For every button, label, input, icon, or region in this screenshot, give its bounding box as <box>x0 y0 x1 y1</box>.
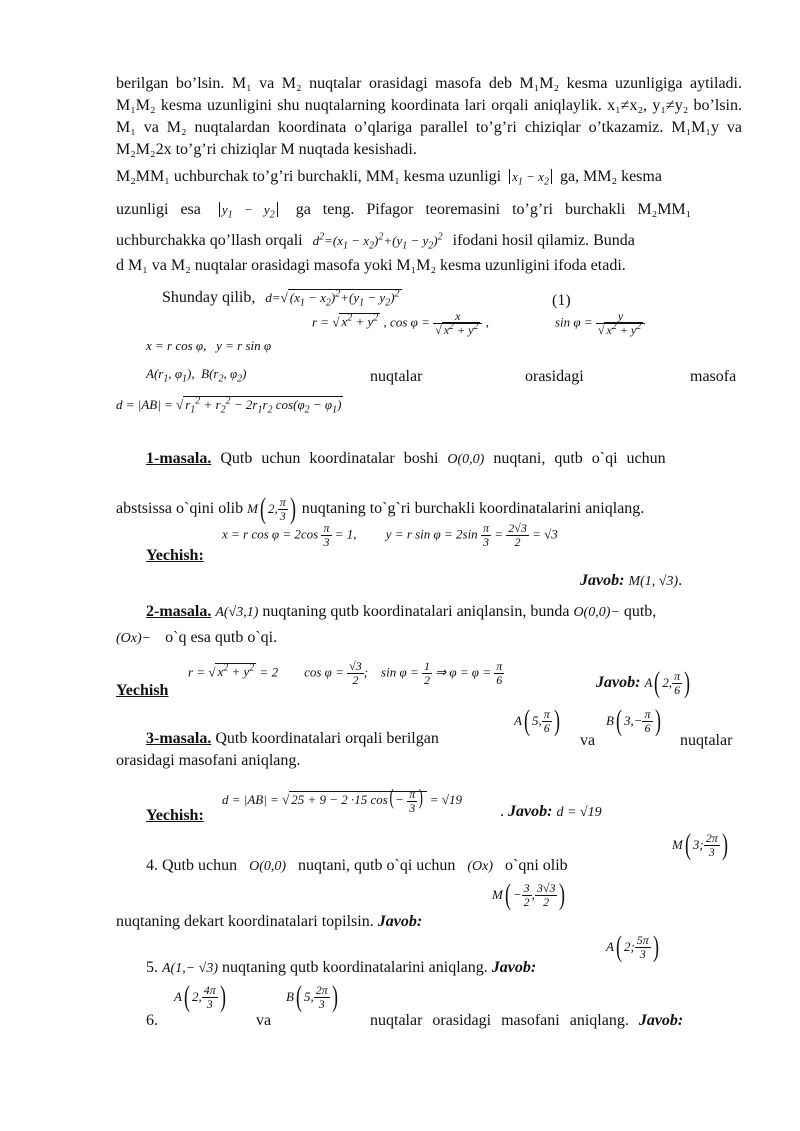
problem-3-line-b: orasidagi masofani aniqlang. <box>116 752 301 769</box>
formula-polar-distance: d = |AB| = √ $r_1^2 + r_2^2 - 2r_1r_2$ $\cos(\varphi_2 - \varphi_1)$ <box>116 395 342 416</box>
word-nuqtalar: nuqtalar <box>370 368 423 385</box>
word-orasidagi: orasidagi <box>525 368 584 385</box>
word-masofa: masofa <box>690 368 737 385</box>
line-pythagoras: uchburchakka qo’llash orqali $d^2=(x_1 - x_2)^2+(y_1 - y_2)^2$ ifodani hosil qilamiz. Bunda <box>116 231 635 252</box>
problem-6-num: 6. <box>146 1012 158 1029</box>
formula-abs-y: $y_1 - y_2$ <box>219 202 278 217</box>
problem-5: 5. A(1,− √3) nuqtaning qutb koordinatalarini aniqlang. Javob: <box>146 959 537 976</box>
problem-6-text: nuqtalar orasidagi masofani aniqlang. Javob: <box>370 1012 684 1029</box>
formula-solution-2: r = √ $x^2 + y^2 = 2$ cos φ = $\frac{√3}{2}$ ; sin φ = $\frac{1}{2}$ ⇒ φ = φ = $\frac{\pi}{6}$ <box>188 659 503 687</box>
formula-point-a3: A ( 5, $\frac{\pi}{6}$ ) <box>514 704 560 737</box>
answer-2: Javob: A ( 2, $\frac{\pi}{6}$ ) <box>596 666 691 699</box>
problem-1-title: 1-masala. <box>146 450 212 467</box>
answer-3: . Javob: d = √19 <box>500 803 602 820</box>
solution-2-label: Yechish <box>116 682 169 699</box>
formula-origin-4: O(0,0) <box>249 859 287 874</box>
formula-point-b3: B ( 3,− $\frac{\pi}{6}$ ) <box>606 704 661 737</box>
formula-abs-x: $x_1 - x_2$ <box>509 169 552 184</box>
problem-3-line-a: 3-masala. Qutb koordinatalari orqali berilgan <box>146 730 439 747</box>
answer-1-value: M(1, √3) <box>628 574 679 589</box>
problem-3-va: va <box>580 732 596 749</box>
answer-5-value: A ( 2; $\frac{5\pi}{3}$ ) <box>606 930 659 963</box>
formula-distance: d=√ $(x_1 - x_2)^2+(y_1 - y_2)^2$ <box>265 288 400 309</box>
problem-4-line-b: nuqtaning dekart koordinatalari topilsin. Javob: <box>116 913 423 930</box>
problem-1-line-a: 1-masala. Qutb uchun koordinatalar boshi O(0,0) nuqtani, qutb o`qi uchun <box>146 450 666 467</box>
problem-3-title: 3-masala. <box>146 730 212 747</box>
formula-point-m4: M ( 3; $\frac{2\pi}{3}$ ) <box>672 828 728 861</box>
problem-1-line-b: abstsissa o`qini olib M ( 2, $\frac{\pi}{3}$ ) nuqtaning to`g`ri burchakli koordinatalarini aniqlang. <box>116 492 645 525</box>
answer-3-value: d = √19 <box>556 805 602 820</box>
formula-r-cos: r = √ $x^2 + y^2$ , cos φ = $\frac{x}{√ x^2 + y^2}$ , <box>312 309 489 337</box>
formula-point-a5: A(1,− √3) <box>162 961 219 976</box>
formula-point-b6: B ( 5, $\frac{2\pi}{3}$ ) <box>286 980 338 1013</box>
problem-3-end: nuqtalar <box>680 732 733 749</box>
solution-3-label: Yechish: <box>146 807 204 824</box>
line-mm1: M₂MM₁ uchburchak to’g’ri burchakli, MM₁ kesma uzunligi $x_1 - x_2$ ga, MM₂ kesma <box>116 168 662 188</box>
formula-points-ab: $A(r_1$, $\varphi_1$), $B(r_2$, $\varphi_2$) <box>146 366 247 385</box>
formula-solution-1: x = r cos φ = 2cos $\frac{\pi}{3}$ = 1, y = r sin φ = 2sin $\frac{\pi}{3}$ = $\frac{2√3}{2}$ = √3 <box>222 521 558 549</box>
intro-text: berilgan bo’lsin. M₁ va M₂ nuqtalar orasidagi masofa deb M₁M₂ kesma uzunligiga aytiladi. M₁M₂ kesma uzunligini shu nuqtalarning koordinata lari orqali aniqlaylik. x₁≠x₂, y₁≠y₂ bo’lsin. M₁ va M₂ nuqtalardan koordinata o’qlariga parallel to’g’ri chiziqlar o’tkazamiz. M₁M₁y va M₂M₂2x to’g’ri chiziqlar M nuqtada kesishadi. <box>116 75 742 158</box>
paragraph-intro <box>116 73 742 161</box>
formula-ox-4: (Ox) <box>467 859 494 874</box>
formula-point-a6: A ( 2, $\frac{4\pi}{3}$ ) <box>174 980 226 1013</box>
formula-polar-xy: x = r cos φ, y = r sin φ <box>146 338 272 353</box>
formula-ox: (Ox)− <box>116 631 152 646</box>
problem-6-va: va <box>256 1012 272 1029</box>
answer-2-value: A ( 2, $\frac{\pi}{6}$ ) <box>644 666 691 699</box>
formula-d-squared: $d^2=(x_1 - x_2)^2+(y_1 - y_2)^2$ <box>312 231 443 252</box>
solution-1-label: Yechish: <box>146 547 204 564</box>
problem-2-title: 2-masala. <box>146 603 212 620</box>
formula-sin: sin φ = $\frac{y}{√ x^2 + y^2}$ <box>555 310 645 337</box>
line-mm2: uzunligi esa $y_1 - y_2$ ga teng. Pifagor teoremasini to’g’ri burchakli M₂MM₁ <box>116 201 692 221</box>
answer-1: Javob: M(1, √3). <box>580 572 683 589</box>
answer-4-value: M ( − $\frac{3}{2}$ , $\frac{3√3}{2}$ ) <box>492 878 566 911</box>
formula-point-a2: A(√3,1) <box>215 605 259 620</box>
problem-2-line-a: 2-masala. A(√3,1) nuqtaning qutb koordinatalari aniqlansin, bunda O(0,0)− qutb, <box>146 603 657 620</box>
line-d-meaning: d M₁ va M₂ nuqtalar orasidagi masofa yoki M₁M₂ kesma uzunligini ifoda etadi. <box>116 257 626 274</box>
problem-4-line-a: 4. Qutb uchun O(0,0) nuqtani, qutb o`qi uchun (Ox) o`qni olib <box>146 857 568 874</box>
formula-origin: O(0,0) <box>447 452 485 467</box>
formula-solution-3: d = |AB| = √ 25 + 9 − 2 ·15 cos(− $\frac{\pi}{3}$ ) = √19 <box>222 784 462 815</box>
line-shunday: Shunday qilib, d=√ $(x_1 - x_2)^2+(y_1 - y_2)^2$ <box>162 288 400 309</box>
formula-origin-2: O(0,0)− <box>573 605 620 620</box>
formula-point-m1: M ( 2, $\frac{\pi}{3}$ ) <box>247 492 296 525</box>
equation-number: (1) <box>552 292 571 309</box>
problem-2-line-b: (Ox)− o`q esa qutb o`qi. <box>116 629 278 646</box>
